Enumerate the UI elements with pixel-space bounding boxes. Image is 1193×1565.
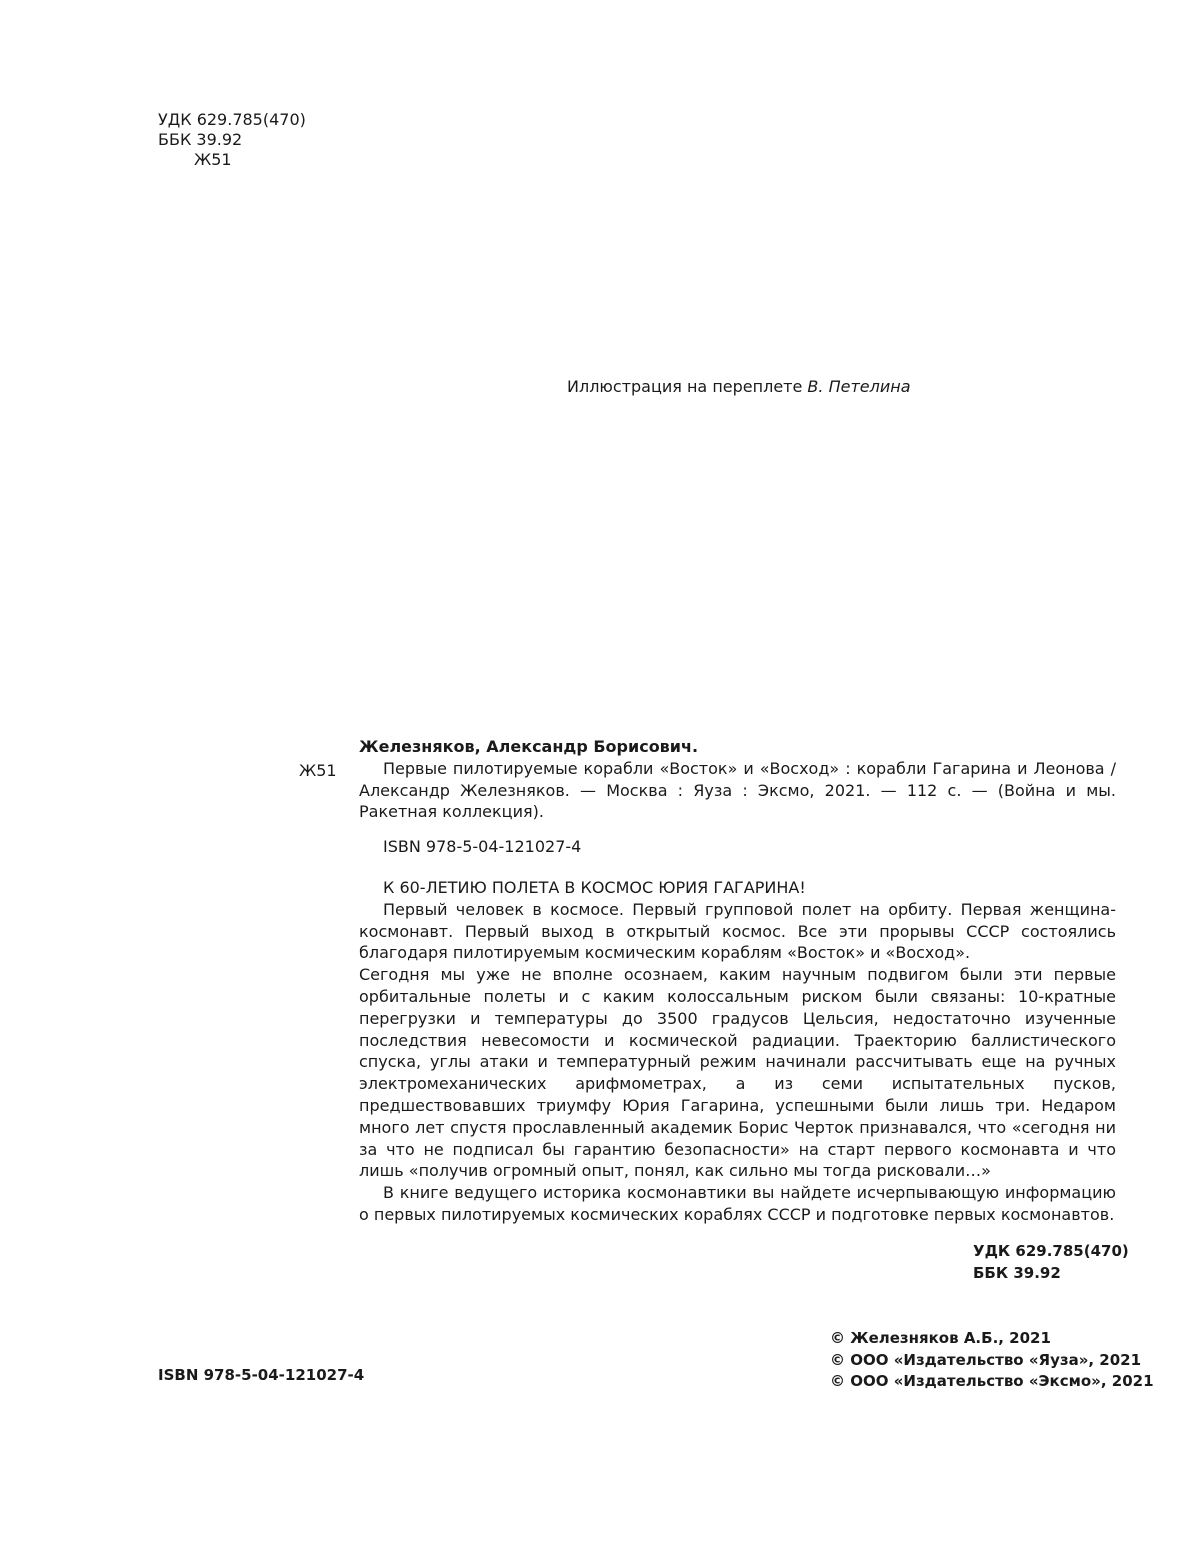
copyright-author: © Железняков А.Б., 2021 bbox=[830, 1329, 1051, 1347]
copyright-block bbox=[830, 1328, 1154, 1393]
anniversary-heading: К 60-ЛЕТИЮ ПОЛЕТА В КОСМОС ЮРИЯ ГАГАРИНА! bbox=[383, 877, 806, 897]
bibliographic-entry: Первые пилотируемые корабли «Восток» и «Восход» : корабли Гагарина и Леонова / Александр Железняков. — Москва : Яуза : Эксмо, 2021. — 112 с. — (Война и мы. Ракетная коллекция). bbox=[359, 758, 1116, 822]
footer-bbk-code: ББК 39.92 bbox=[973, 1263, 1061, 1282]
illustration-artist: В. Петелина bbox=[807, 377, 911, 396]
catalogue-card bbox=[359, 736, 1116, 1226]
card-isbn: ISBN 978-5-04-121027-4 bbox=[383, 837, 582, 857]
footer-udk-code: УДК 629.785(470) bbox=[973, 1242, 1129, 1260]
annotation-paragraph-3: В книге ведущего историка космонавтики вы найдете исчерпывающую информацию о первых пилотируемых космических кораблях СССР и подготовке первых космонавтов. bbox=[359, 1183, 1116, 1224]
annotation-paragraph-2: Сегодня мы уже не вполне осознаем, каким научным подвигом были эти первые орбитальные полеты и с каким колоссальным риском были связаны: 10-кратные перегрузки и температуры до 3500 градусов Цельсия, недостаточно изученные последствия невесомости и космической радиации. Траекторию баллистического спуска, углы атаки и температурный режим начинали рассчитывать еще на ручных электромеханических арифмометрах, а из семи испытательных пусков, предшествовавших триумфу Юрия Гагарина, успешными были лишь три. Недаром много лет спустя прославленный академик Борис Черток признавался, что «сегодня ни за что не подписал бы гарантию безопасности» на старт первого космонавта и что лишь «получив огромный опыт, понял, как сильно мы тогда рисковали…» bbox=[359, 965, 1116, 1181]
footer-classification-codes bbox=[973, 1241, 1129, 1284]
bbk-code: ББК 39.92 bbox=[158, 130, 243, 149]
udk-code: УДК 629.785(470) bbox=[158, 110, 306, 129]
copyright-yauza: © ООО «Издательство «Яуза», 2021 bbox=[830, 1350, 1142, 1369]
illustration-label: Иллюстрация на переплете bbox=[567, 377, 803, 396]
illustration-credit bbox=[567, 377, 911, 397]
card-author: Железняков, Александр Борисович. bbox=[359, 737, 699, 756]
header-classification-codes bbox=[158, 110, 306, 170]
card-author-mark: Ж51 bbox=[299, 761, 337, 780]
annotation-paragraph-1: Первый человек в космосе. Первый групповой полет на орбиту. Первая женщина-космонавт. Первый выход в открытый космос. Все эти прорывы СССР состоялись благодаря пилотируемым космическим кораблям «Восток» и «Восход». bbox=[359, 899, 1116, 963]
author-mark: Ж51 bbox=[194, 150, 232, 169]
copyright-eksmo: © ООО «Издательство «Эксмо», 2021 bbox=[830, 1372, 1154, 1390]
isbn-bottom: ISBN 978-5-04-121027-4 bbox=[158, 1366, 365, 1384]
